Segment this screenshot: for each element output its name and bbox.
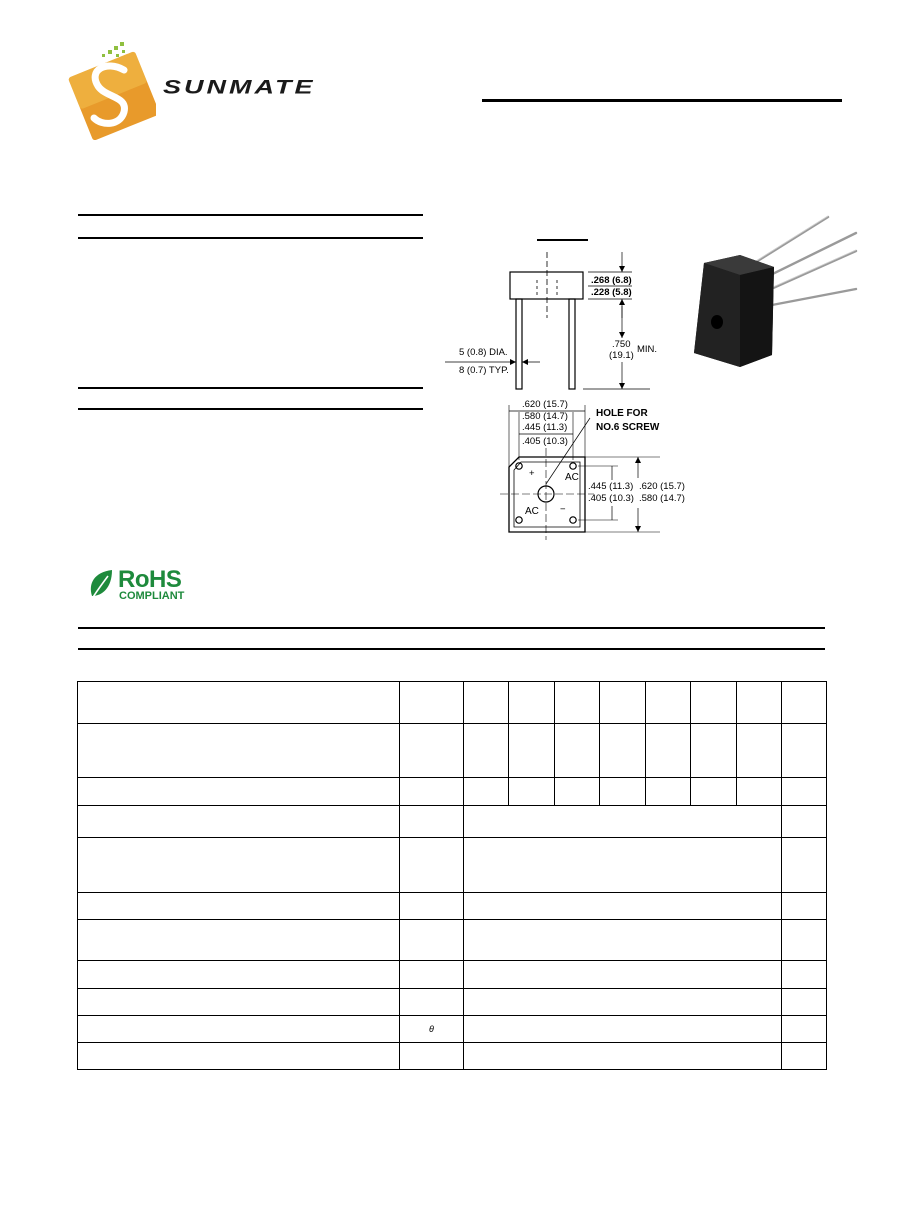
table-cell [464, 682, 509, 724]
table-cell [509, 778, 555, 806]
table-cell [509, 682, 555, 724]
table-cell-symbol [400, 1016, 464, 1043]
dim-side-width-max: .620 (15.7) [639, 481, 685, 492]
table-cell [509, 724, 555, 778]
table-cell-merged [464, 1016, 782, 1043]
hole-note-line-1: HOLE FOR [596, 408, 648, 419]
dim-lead-length: .750 [612, 339, 631, 350]
rohs-compliant-label: COMPLIANT [119, 590, 185, 602]
table-cell [782, 989, 827, 1016]
table-cell [464, 724, 509, 778]
pin-ac2-label: AC [525, 506, 539, 517]
table-cell [78, 989, 400, 1016]
table-cell [691, 778, 737, 806]
table-cell [78, 1016, 400, 1043]
table-cell [400, 961, 464, 989]
table-cell [464, 778, 509, 806]
dim-lead-dia-typ: 8 (0.7) TYP. [459, 365, 509, 376]
table-cell [737, 682, 782, 724]
dim-side-pitch-max: .445 (11.3) [588, 481, 634, 492]
pin-plus-label: + [529, 468, 535, 479]
header-rule [482, 99, 842, 102]
dim-lead-length-mm: (19.1) [609, 350, 634, 361]
theta-symbol: θ [429, 1023, 434, 1034]
table-cell [400, 778, 464, 806]
table-cell-merged [464, 989, 782, 1016]
table-cell [78, 724, 400, 778]
pin-minus-label: − [560, 504, 566, 515]
table-cell [782, 920, 827, 961]
table-cell-merged [464, 893, 782, 920]
dim-pitch-max: .445 (11.3) [522, 422, 568, 433]
table-row [78, 1016, 827, 1043]
table-cell [400, 893, 464, 920]
table-cell-merged [464, 961, 782, 989]
table-cell [600, 724, 646, 778]
bridge-rectifier-image [680, 205, 860, 380]
table-row [78, 1043, 827, 1070]
dim-body-height-min: .228 (5.8) [591, 287, 632, 298]
table-cell [782, 1043, 827, 1070]
brand-logo [66, 40, 156, 140]
section-rule-1 [78, 214, 423, 216]
table-cell-merged [464, 838, 782, 893]
table-row [78, 724, 827, 778]
table-cell [600, 682, 646, 724]
table-cell [78, 893, 400, 920]
dim-side-width-min: .580 (14.7) [639, 493, 685, 504]
table-row [78, 961, 827, 989]
table-cell-merged [464, 806, 782, 838]
table-row [78, 778, 827, 806]
table-cell [737, 724, 782, 778]
logo-mark-icon [66, 40, 156, 140]
table-row [78, 920, 827, 961]
table-cell-merged [464, 1043, 782, 1070]
dim-width-max: .620 (15.7) [522, 399, 568, 410]
ratings-table [77, 681, 827, 1070]
table-cell [600, 778, 646, 806]
table-cell [400, 838, 464, 893]
table-cell [691, 682, 737, 724]
table-cell [400, 806, 464, 838]
table-cell [78, 1043, 400, 1070]
table-cell [782, 1016, 827, 1043]
dim-lead-dia-max: 5 (0.8) DIA. [459, 347, 508, 358]
table-row [78, 838, 827, 893]
table-cell [782, 778, 827, 806]
table-cell [782, 724, 827, 778]
table-row [78, 893, 827, 920]
rohs-label: RoHS [118, 566, 182, 593]
table-cell [555, 724, 600, 778]
table-row [78, 806, 827, 838]
table-cell [646, 682, 691, 724]
dim-lead-length-suffix: MIN. [637, 344, 658, 355]
table-cell [78, 920, 400, 961]
table-cell [400, 682, 464, 724]
table-cell [400, 989, 464, 1016]
dim-width-min: .580 (14.7) [522, 411, 568, 422]
table-cell [78, 806, 400, 838]
table-cell [737, 778, 782, 806]
rohs-leaf-icon [86, 568, 116, 604]
table-cell-merged [464, 920, 782, 961]
section-rule-2 [78, 237, 423, 239]
section-rule-4 [78, 408, 423, 410]
brand-name: SUNMATE [163, 76, 316, 98]
table-cell [646, 778, 691, 806]
ratings-rule-top [78, 627, 825, 629]
table-cell [646, 724, 691, 778]
table-cell [400, 724, 464, 778]
table-cell [78, 838, 400, 893]
table-cell [782, 682, 827, 724]
table-cell [691, 724, 737, 778]
table-cell [555, 778, 600, 806]
dim-side-pitch-min: .405 (10.3) [588, 493, 634, 504]
dim-body-height-max: .268 (6.8) [591, 275, 632, 286]
table-cell [782, 838, 827, 893]
table-cell [78, 682, 400, 724]
hole-note-line-2: NO.6 SCREW [596, 422, 660, 433]
section-rule-3 [78, 387, 423, 389]
table-cell [400, 920, 464, 961]
table-cell [400, 1043, 464, 1070]
table-cell [782, 961, 827, 989]
ratings-rule-bottom [78, 648, 825, 650]
pin-ac1-label: AC [565, 472, 579, 483]
dim-pitch-min: .405 (10.3) [522, 436, 568, 447]
component-photo [680, 205, 860, 380]
table-cell [782, 893, 827, 920]
table-header-row [78, 682, 827, 724]
table-cell [78, 961, 400, 989]
table-row [78, 989, 827, 1016]
table-cell [782, 806, 827, 838]
table-cell [78, 778, 400, 806]
table-cell [555, 682, 600, 724]
